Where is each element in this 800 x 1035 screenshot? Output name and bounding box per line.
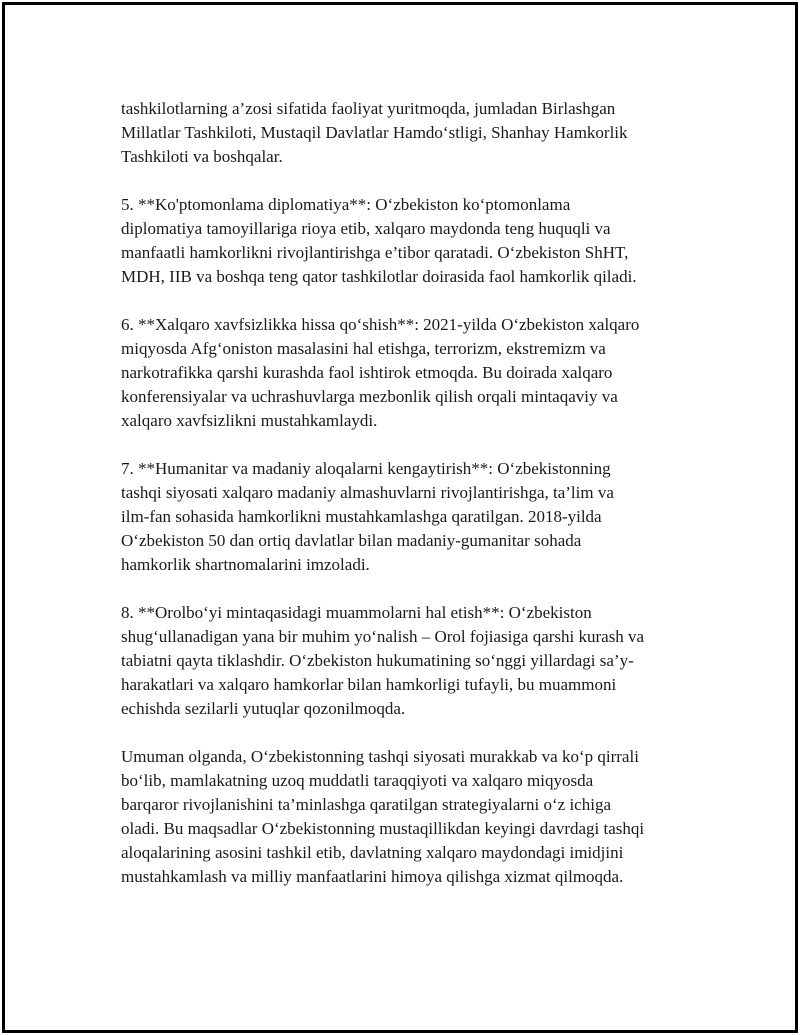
text-line: 8. **Orolbo‘yi mintaqasidagi muammolarni hal etish**: O‘zbekiston [121,603,592,622]
text-line: O‘zbekiston 50 dan ortiq davlatlar bilan madaniy-gumanitar sohada [121,531,582,550]
text-line: 6. **Xalqaro xavfsizlikka hissa qo‘shish**: 2021-yilda O‘zbekiston xalqaro [121,315,640,334]
text-line: tabiatni qayta tiklashdir. O‘zbekiston hukumatining so‘nggi yillardagi sa’y- [121,651,634,670]
text-line: Tashkiloti va boshqalar. [121,147,283,166]
text-line: 7. **Humanitar va madaniy aloqalarni kengaytirish**: O‘zbekistonning [121,459,611,478]
paragraph-point-7 [121,457,701,577]
text-line: oladi. Bu maqsadlar O‘zbekistonning mustaqillikdan keyingi davrdagi tashqi [121,819,645,838]
paragraph-point-6 [121,313,701,433]
text-line: echishda sezilarli yutuqlar qozonilmoqda. [121,699,406,718]
text-line: MDH, IIB va boshqa teng qator tashkilotlar doirasida faol hamkorlik qiladi. [121,267,637,286]
text-line: manfaatli hamkorlikni rivojlantirishga e’tibor qaratadi. O‘zbekiston ShHT, [121,243,629,262]
text-line: konferensiyalar va uchrashuvlarga mezbonlik qilish orqali mintaqaviy va [121,387,618,406]
text-line: miqyosda Afg‘oniston masalasini hal etishga, terrorizm, ekstremizm va [121,339,606,358]
text-line: bo‘lib, mamlakatning uzoq muddatli taraqqiyoti va xalqaro miqyosda [121,771,594,790]
paragraph-intro-continuation [121,97,701,169]
text-line: harakatlari va xalqaro hamkorlar bilan hamkorligi tufayli, bu muammoni [121,675,617,694]
paragraph-point-5 [121,193,701,289]
text-line: narkotrafikka qarshi kurashda faol ishtirok etmoqda. Bu doirada xalqaro [121,363,613,382]
text-line: tashkilotlarning a’zosi sifatida faoliyat yuritmoqda, jumladan Birlashgan [121,99,616,118]
text-line: xalqaro xavfsizlikni mustahkamlaydi. [121,411,378,430]
page-frame [2,2,798,1033]
text-line: barqaror rivojlanishini ta’minlashga qaratilgan strategiyalarni o‘z ichiga [121,795,611,814]
text-line: hamkorlik shartnomalarini imzoladi. [121,555,370,574]
document-body [121,97,701,913]
paragraph-conclusion [121,745,701,889]
text-line: tashqi siyosati xalqaro madaniy almashuvlarni rivojlantirishga, ta’lim va [121,483,614,502]
paragraph-point-8 [121,601,701,721]
text-line: mustahkamlash va milliy manfaatlarini himoya qilishga xizmat qilmoqda. [121,867,624,886]
text-line: Millatlar Tashkiloti, Mustaqil Davlatlar Hamdo‘stligi, Shanhay Hamkorlik [121,123,628,142]
text-line: aloqalarining asosini tashkil etib, davlatning xalqaro maydondagi imidjini [121,843,624,862]
text-line: ilm-fan sohasida hamkorlikni mustahkamlashga qaratilgan. 2018-yilda [121,507,602,526]
text-line: diplomatiya tamoyillariga rioya etib, xalqaro maydonda teng huquqli va [121,219,611,238]
text-line: shug‘ullanadigan yana bir muhim yo‘nalish – Orol fojiasiga qarshi kurash va [121,627,645,646]
text-line: 5. **Ko'ptomonlama diplomatiya**: O‘zbekiston ko‘ptomonlama [121,195,571,214]
text-line: Umuman olganda, O‘zbekistonning tashqi siyosati murakkab va ko‘p qirrali [121,747,639,766]
